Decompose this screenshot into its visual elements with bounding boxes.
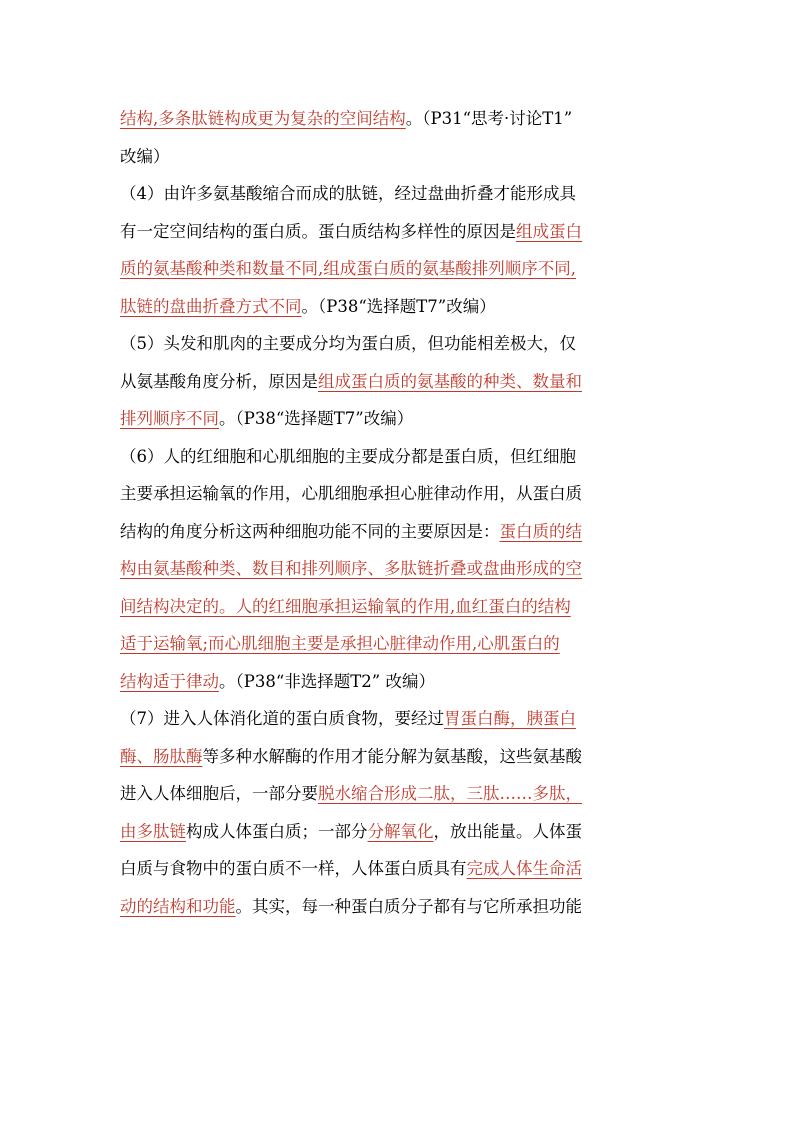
text-line (120, 813, 680, 851)
text-line (120, 288, 680, 326)
answer-text: 质的氨基酸种类和数量不同,组成蛋白质的氨基酸排列顺序不同, (120, 259, 576, 278)
answer-text: 构由氨基酸种类、数目和排列顺序、多肽链折叠或盘曲形成的空 (120, 559, 582, 578)
answer-text: 组成蛋白 (516, 221, 582, 241)
answer-text: 排列顺序不同 (120, 409, 219, 428)
body-text: （5）头发和肌肉的主要成分均为蛋白质，但功能相差极大，仅 (120, 334, 576, 353)
text-line (120, 138, 680, 176)
text-line (120, 738, 680, 776)
body-text: 从氨基酸角度分析，原因是 (120, 371, 318, 391)
text-line (120, 438, 680, 476)
answer-text: 组成蛋白质的氨基酸的种类、数量和 (318, 371, 582, 391)
text-line (120, 775, 680, 813)
text-line (120, 175, 680, 213)
text-line (120, 100, 680, 138)
body-text: （7）进入人体消化道的蛋白质食物，要经过 (120, 709, 444, 728)
answer-text: 酶、肠肽酶 (120, 746, 203, 766)
text-line (120, 850, 680, 888)
answer-text: 间结构决定的。人的红细胞承担运输氧的作用,血红蛋白的结构 (120, 596, 571, 616)
text-line (120, 663, 680, 701)
body-text: （6）人的红细胞和心肌细胞的主要成分都是蛋白质，但红细胞 (120, 446, 576, 466)
answer-text: 脱水缩合形成二肽，三肽……多肽， (318, 784, 582, 803)
text-line (120, 550, 680, 588)
answer-text: 胃蛋白酶，胰蛋白 (444, 709, 576, 728)
body-text: 结构的角度分析这两种细胞功能不同的主要原因是： (120, 521, 500, 541)
body-text: 。（P31“思考·讨论T1” (405, 109, 573, 128)
text-line (120, 888, 680, 926)
body-text: 构成人体蛋白质；一部分 (186, 821, 368, 841)
body-text: 进入人体细胞后，一部分要 (120, 784, 318, 803)
answer-text: 蛋白质的结 (499, 521, 582, 541)
body-text: 。其实，每一种蛋白质分子都有与它所承担功能 (235, 896, 582, 916)
text-line (120, 625, 680, 663)
text-line (120, 400, 680, 438)
text-line (120, 325, 680, 363)
answer-text: 肽链的盘曲折叠方式不同 (120, 296, 302, 316)
answer-text: 结构,多条肽链构成更为复杂的空间结构 (120, 109, 406, 128)
document-page (120, 100, 680, 925)
text-line (120, 700, 680, 738)
answer-text: 分解氧化 (367, 821, 434, 841)
answer-text: 动的结构和功能 (120, 896, 236, 916)
body-text: （4）由许多氨基酸缩合而成的肽链，经过盘曲折叠才能形成具 (120, 184, 576, 203)
answer-text: 完成人体生命活 (466, 859, 582, 878)
text-line (120, 588, 680, 626)
body-text: 等多种水解酶的作用才能分解为氨基酸，这些氨基酸 (202, 746, 582, 766)
body-text: ，放出能量。人体蛋 (433, 821, 582, 841)
body-text: 改编） (120, 146, 170, 166)
text-line (120, 213, 680, 251)
answer-text: 由多肽链 (120, 821, 186, 841)
text-line (120, 363, 680, 401)
body-text: 白质与食物中的蛋白质不一样，人体蛋白质具有 (120, 859, 467, 878)
body-text: 。（P38“选择题T7”改编） (219, 409, 414, 428)
text-line (120, 513, 680, 551)
body-text: 有一定空间结构的蛋白质。蛋白质结构多样性的原因是 (120, 221, 516, 241)
body-text: 。（P38“选择题T7”改编） (301, 296, 496, 316)
answer-text: 适于运输氧;而心肌细胞主要是承担心脏律动作用,心肌蛋白的 (120, 634, 560, 653)
text-line (120, 250, 680, 288)
body-text: 。（P38“非选择题T2” 改编） (219, 671, 435, 691)
text-line (120, 475, 680, 513)
answer-text: 结构适于律动 (120, 671, 219, 691)
body-text: 主要承担运输氧的作用，心肌细胞承担心脏律动作用，从蛋白质 (120, 484, 582, 503)
